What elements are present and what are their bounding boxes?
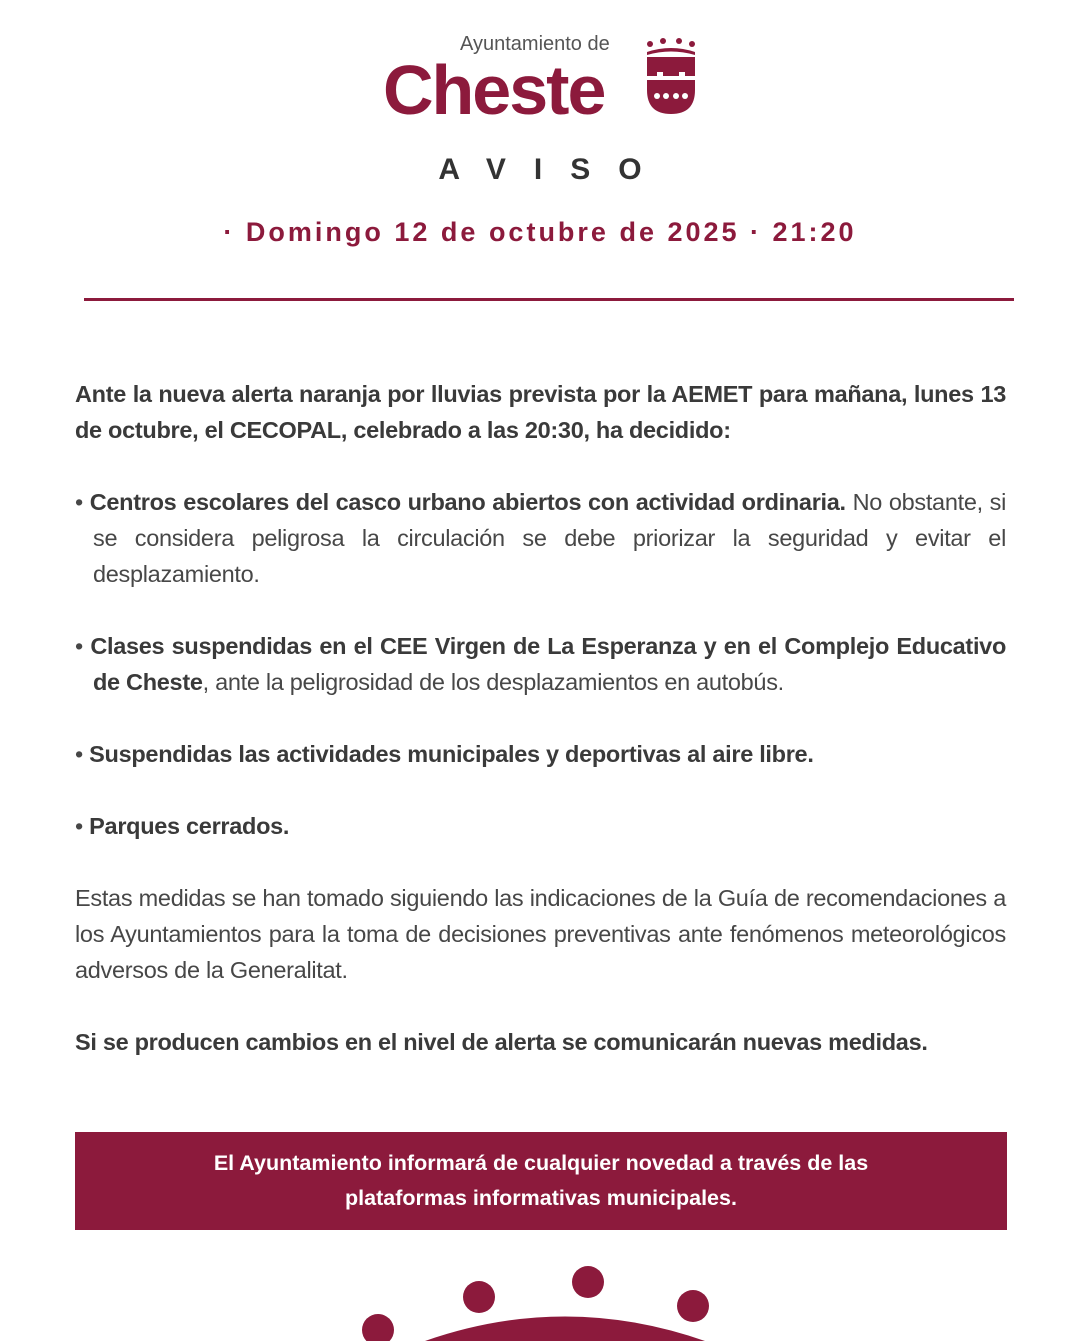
list-item: • Centros escolares del casco urbano abiertos con actividad ordinaria. No obstante, si se considera peligrosa la circulación se debe priorizar la seguridad y evitar el desplazamiento. xyxy=(75,489,1006,587)
list-item: • Clases suspendidas en el CEE Virgen de La Esperanza y en el Complejo Educativo de Cheste, ante la peligrosidad de los desplazamientos en autobús. xyxy=(75,633,1006,695)
closing-paragraph: Si se producen cambios en el nivel de alerta se comunicarán nuevas medidas. xyxy=(75,1029,928,1055)
banner-text: El Ayuntamiento informará de cualquier novedad a través de las plataformas informativas municipales. xyxy=(213,1151,869,1210)
info-banner xyxy=(75,1132,1007,1230)
intro-paragraph: Ante la nueva alerta naranja por lluvias prevista por la AEMET para mañana, lunes 13 de octubre, el CECOPAL, celebrado a las 20:30, ha decidido: xyxy=(75,381,1006,443)
notice-title: AVISO xyxy=(438,153,670,186)
divider xyxy=(84,298,1014,301)
note-paragraph: Estas medidas se han tomado siguiendo las indicaciones de la Guía de recomendaciones a los Ayuntamientos para la toma de decisiones preventivas ante fenómenos meteorológicos adversos de la Generalitat. xyxy=(75,885,1006,983)
notice-date: · Domingo 12 de octubre de 2025 · 21:20 xyxy=(223,217,857,247)
logo-subtitle: Ayuntamiento de xyxy=(460,33,610,55)
notice-body xyxy=(75,376,1006,1341)
list-item: • Parques cerrados. xyxy=(75,813,290,839)
crown-arc-icon xyxy=(340,1252,740,1341)
cheste-crest-icon xyxy=(644,38,698,116)
logo-title: Cheste xyxy=(383,51,605,129)
list-item: • Suspendidas las actividades municipales y deportivas al aire libre. xyxy=(75,741,814,767)
